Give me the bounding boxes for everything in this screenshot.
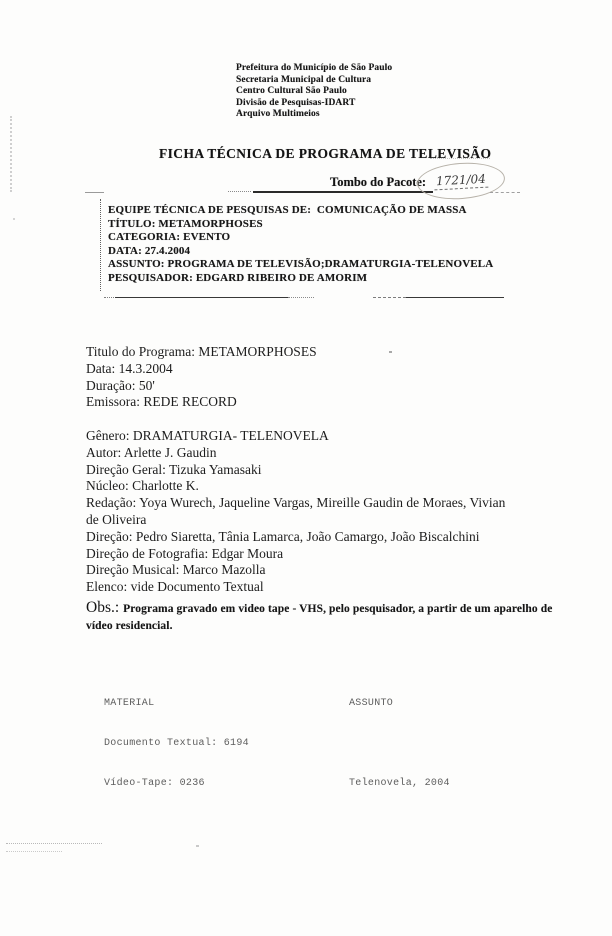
credit-music-line: Direção Musical: Marco Mazolla: [86, 562, 266, 578]
scan-artifact-dash: [85, 180, 104, 193]
info-box-bottom-border: [288, 290, 314, 298]
info-box-bottom-border: [406, 290, 504, 298]
credit-photography-line: Direção de Fotografia: Edgar Moura: [86, 545, 284, 561]
info-box-line: TÍTULO: METAMORPHOSES: [108, 217, 263, 230]
info-box-bottom-border: [373, 290, 406, 298]
letterhead-line: Secretaria Municipal de Cultura: [236, 74, 372, 85]
material-label: MATERIAL: [104, 698, 155, 710]
assunto-section: [349, 671, 450, 816]
letterhead-line: Divisão de Pesquisas-IDART: [236, 97, 356, 108]
scan-artifact-dotted-line: [6, 843, 102, 846]
footer-spacer: [349, 737, 450, 750]
credit-cast-line: Elenco: vide Documento Textual: [86, 579, 264, 595]
credit-direction-line: Direção: Pedro Siaretta, Tânia Lamarca, João Camargo, João Biscalchini: [86, 528, 480, 544]
credit-writing-line: Redação: Yoya Wurech, Jaqueline Vargas, Mireille Gaudin de Moraes, Vivian: [86, 495, 506, 511]
scan-artifact-dashes: [490, 192, 520, 195]
info-box-line: PESQUISADOR: EDGARD RIBEIRO DE AMORIM: [108, 271, 368, 284]
scan-artifact-dot: [389, 351, 392, 353]
program-broadcaster-line: Emissora: REDE RECORD: [86, 394, 237, 410]
info-box-line: ASSUNTO: PROGRAMA DE TELEVISÃO;DRAMATURGIA-TELENOVELA: [108, 258, 494, 271]
material-section: [104, 671, 249, 816]
credit-genre-line: Gênero: DRAMATURGIA- TELENOVELA: [86, 428, 329, 443]
assunto-value: Telenovela, 2004: [349, 777, 450, 789]
credit-writing-line-wrap: de Oliveira: [86, 511, 147, 527]
scan-artifact-dotted-margin: [10, 116, 14, 192]
document-title: FICHA TÉCNICA DE PROGRAMA DE TELEVISÃO: [159, 146, 492, 161]
scan-artifact-dots: [228, 179, 251, 192]
scan-artifact-dot: [196, 845, 199, 847]
program-date-line: Data: 14.3.2004: [86, 360, 173, 376]
program-details: [86, 344, 556, 411]
scan-artifact-dots: [430, 158, 490, 161]
observation-text: Programa gravado em video tape - VHS, pelo pesquisador, a partir de um aparelho de vídeo residencial.: [86, 603, 553, 632]
scan-artifact-dotted-line: [6, 851, 62, 854]
info-box-line: CATEGORIA: EVENTO: [108, 231, 231, 244]
program-duration-line: Duração: 50': [86, 377, 155, 393]
letterhead-line: Arquivo Multimeios: [236, 109, 320, 120]
info-box-bottom-border: [115, 290, 288, 298]
letterhead-line: Centro Cultural São Paulo: [236, 86, 347, 97]
info-box-line: EQUIPE TÉCNICA DE PESQUISAS DE: COMUNICAÇÃO DE MASSA: [108, 204, 467, 216]
program-title-line: Titulo do Programa: METAMORPHOSES: [86, 344, 317, 359]
letterhead: [236, 63, 392, 121]
tombo-label: Tombo do Pacote:: [330, 175, 427, 189]
observation-label: Obs.:: [86, 599, 120, 616]
assunto-label: ASSUNTO: [349, 698, 394, 710]
info-box-line: DATA: 27.4.2004: [108, 244, 191, 257]
info-box: [100, 199, 514, 291]
credits-section: [86, 428, 556, 596]
material-tape-line: Vídeo-Tape: 0236: [104, 777, 205, 789]
credit-nucleus-line: Núcleo: Charlotte K.: [86, 478, 199, 494]
scan-artifact-dot: [13, 218, 15, 220]
letterhead-line: Prefeitura do Município de São Paulo: [236, 63, 393, 73]
credit-general-direction-line: Direção Geral: Tizuka Yamasaki: [86, 461, 262, 477]
tombo-handwritten-value: 1721/04: [434, 172, 489, 191]
observation-note: [86, 600, 558, 634]
material-doc-line: Documento Textual: 6194: [104, 738, 249, 750]
tombo-handwritten-circle: [416, 160, 506, 202]
credit-author-line: Autor: Arlette J. Gaudin: [86, 444, 217, 460]
